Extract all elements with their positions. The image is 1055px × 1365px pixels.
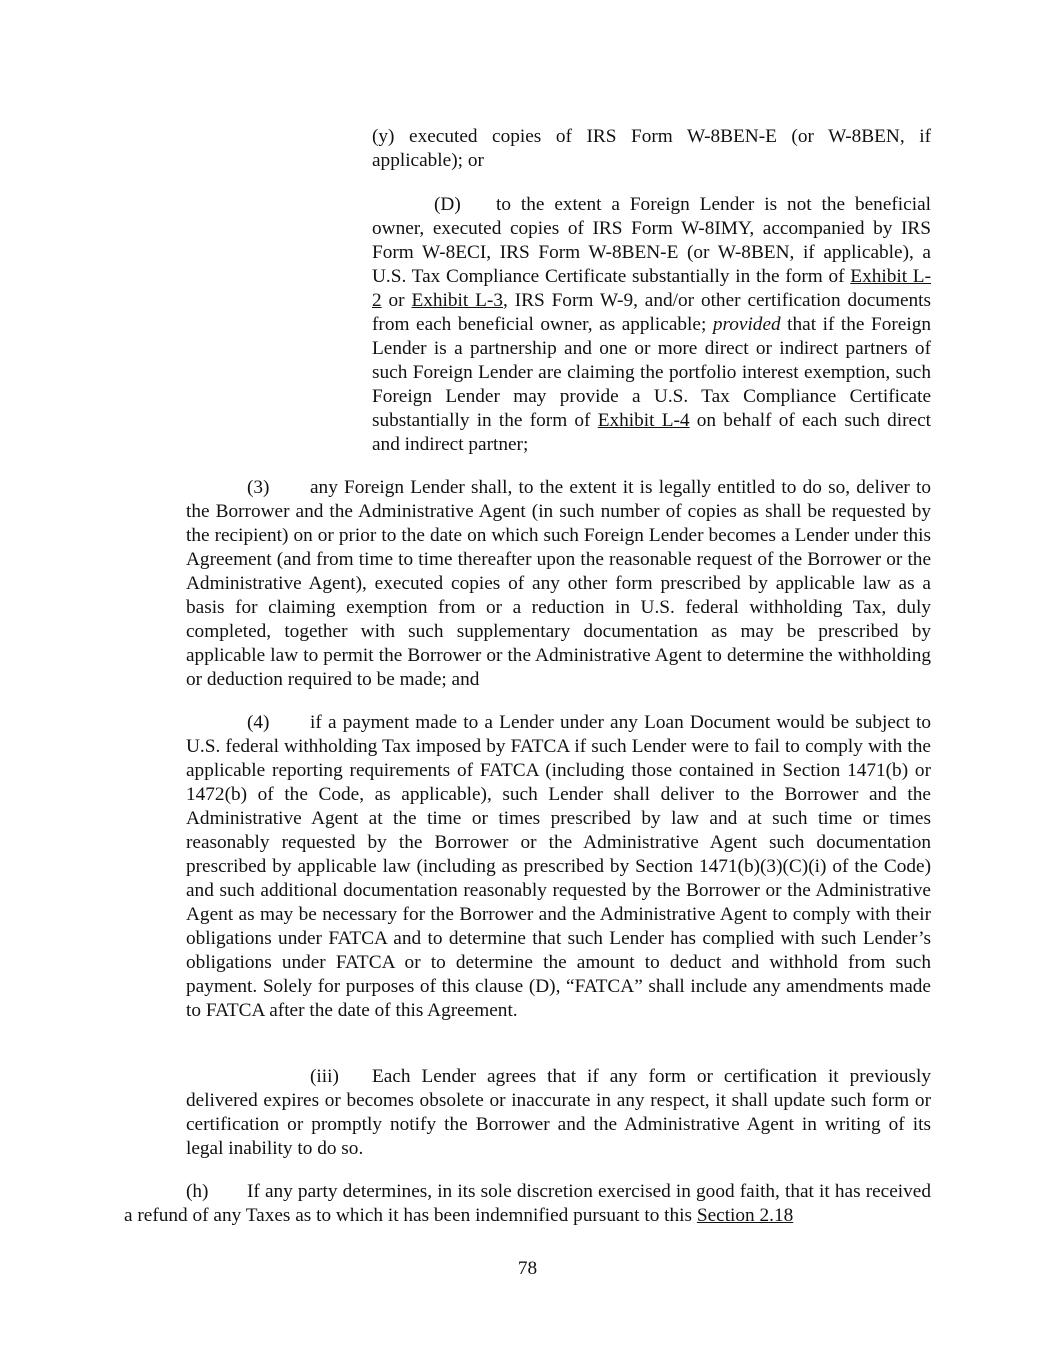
exhibit-l4-reference: Exhibit L-4 (597, 410, 690, 431)
provided-term: provided (712, 314, 781, 335)
clause-y-text: (y) executed copies of IRS Form W-8BEN-E (or W-8BEN, if applicable); or (372, 126, 931, 171)
clause-d-text-4: that if the Foreign Lender is a partnership and one or more direct or indirect partners of such Foreign Lender are claiming the portfolio interest exemption, such Foreign Lender may provide a U.S. Tax Compliance Certificate substantially in the form of (372, 314, 931, 431)
clause-d-text-5: on behalf of each such direct and indirect partner; (372, 410, 931, 455)
clause-d-label: (D) (434, 194, 461, 215)
section-2-18-reference: Section 2.18 (696, 1205, 794, 1226)
clause-d-text-2: or (381, 290, 412, 311)
clause-h-text: If any party determines, in its sole discretion exercised in good faith, that it has received a refund of any Taxes as to which it has been indemnified pursuant to this (124, 1181, 931, 1226)
clause-iii-text: Each Lender agrees that if any form or certification it previously delivered expires or becomes obsolete or inaccurate in any respect, it shall update such form or certification or promptly notify the Borrower and the Administrative Agent in writing of its legal inability to do so. (186, 1066, 931, 1159)
clause-iii-paragraph (186, 1065, 931, 1161)
page-number: 78 (517, 1258, 538, 1279)
clause-d-text-3: , IRS Form W-9, and/or other certification documents from each beneficial owner, as applicable; (372, 290, 931, 335)
clause-4-label: (4) (247, 712, 270, 733)
clause-3-label: (3) (247, 477, 270, 498)
exhibit-l3-reference: Exhibit L-3 (411, 290, 503, 311)
clause-iii-label: (iii) (310, 1066, 339, 1087)
clause-3-text: any Foreign Lender shall, to the extent it is legally entitled to do so, deliver to the Borrower and the Administrative Agent (in such number of copies as shall be requested by the recipient) on or prior to the date on which such Foreign Lender becomes a Lender under this Agreement (and from time to time thereafter upon the reasonable request of the Borrower or the Administrative Agent), executed copies of any other form prescribed by applicable law as a basis for claiming exemption from or a reduction in U.S. federal withholding Tax, duly completed, together with such supplementary documentation as may be prescribed by applicable law to permit the Borrower or the Administrative Agent to determine the withholding or deduction required to be made; and (186, 477, 931, 690)
clause-h-label: (h) (186, 1181, 209, 1202)
clause-d-paragraph (372, 193, 931, 457)
clause-4-text: if a payment made to a Lender under any Loan Document would be subject to U.S. federal withholding Tax imposed by FATCA if such Lender were to fail to comply with the applicable reporting requirements of FATCA (including those contained in Section 1471(b) or 1472(b) of the Code, as applicable), such Lender shall deliver to the Borrower and the Administrative Agent at the time or times prescribed by law and at such time or times reasonably requested by the Borrower or the Administrative Agent such documentation prescribed by applicable law (including as prescribed by Section 1471(b)(3)(C)(i) of the Code) and such additional documentation reasonably requested by the Borrower or the Administrative Agent as may be necessary for the Borrower and the Administrative Agent to comply with their obligations under FATCA and to determine that such Lender has complied with such Lender’s obligations under FATCA or to determine the amount to deduct and withhold from such payment. Solely for purposes of this clause (D), “FATCA” shall include any amendments made to FATCA after the date of this Agreement. (186, 712, 931, 1021)
clause-h-paragraph (124, 1180, 931, 1228)
clause-d-text-1: to the extent a Foreign Lender is not the beneficial owner, executed copies of IRS Form W-8IMY, accompanied by IRS Form W-8ECI, IRS Form W-8BEN-E (or W-8BEN, if applicable), a U.S. Tax Compliance Certificate substantially in the form of (372, 194, 931, 287)
clause-3-paragraph (186, 476, 931, 692)
clause-y-paragraph (372, 125, 931, 173)
exhibit-l2-reference: Exhibit L-2 (372, 266, 932, 311)
clause-4-paragraph (186, 711, 931, 1023)
